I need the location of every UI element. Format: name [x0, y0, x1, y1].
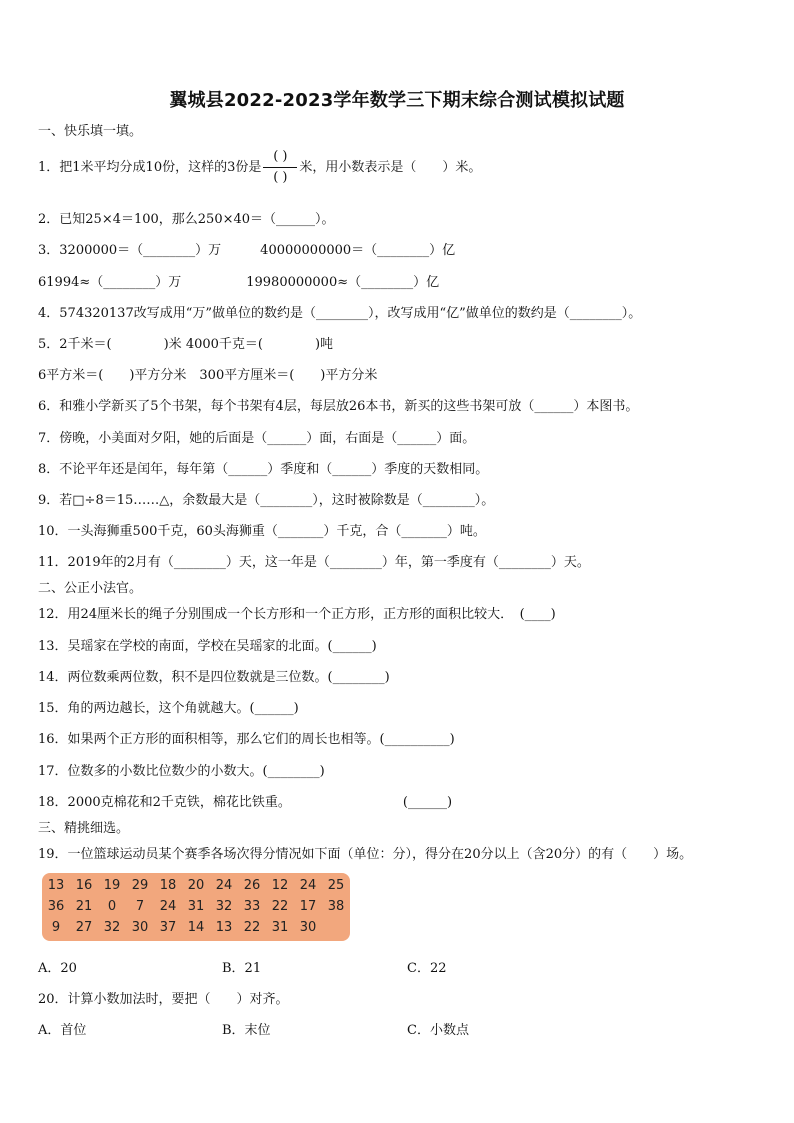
q20-option-c: C．小数点	[407, 1023, 469, 1038]
question-9: 9．若□÷8＝15……△，余数最大是（________），这时被除数是（________）。	[38, 493, 495, 508]
q19-option-a: A．20	[38, 961, 77, 976]
score-cell: 26	[243, 878, 261, 893]
question-8: 8．不论平年还是闰年，每年第（______）季度和（______）季度的天数相同。	[38, 462, 489, 477]
score-cell: 22	[271, 899, 289, 914]
score-cell: 14	[187, 920, 205, 935]
question-14: 14．两位数乘两位数，积不是四位数就是三位数。(________)	[38, 670, 390, 685]
score-cell: 22	[243, 920, 261, 935]
q20-option-b: B．末位	[222, 1023, 271, 1038]
score-row-2	[42, 899, 350, 914]
fraction-bar	[263, 167, 297, 168]
question-2: 2．已知25×4＝100，那么250×40＝（______）。	[38, 212, 335, 227]
question-18	[38, 791, 452, 810]
score-cell: 0	[107, 899, 117, 914]
score-cell: 32	[103, 920, 121, 935]
score-cell: 38	[327, 899, 345, 914]
score-cell: 16	[75, 878, 93, 893]
score-cell: 17	[299, 899, 317, 914]
score-row-1	[42, 878, 350, 893]
question-18-blank: (______)	[402, 795, 453, 810]
score-cell: 12	[271, 878, 289, 893]
score-cell: 24	[299, 878, 317, 893]
question-19: 19．一位篮球运动员某个赛季各场次得分情况如下面（单位：分），得分在20分以上（含20分）的有（ ）场。	[38, 847, 693, 862]
score-cell: 13	[215, 920, 233, 935]
question-20: 20．计算小数加法时，要把（ ）对齐。	[38, 992, 289, 1007]
score-cell: 24	[159, 899, 177, 914]
score-cell: 29	[131, 878, 149, 893]
score-cell: 19	[103, 878, 121, 893]
score-cell: 20	[187, 878, 205, 893]
question-1-text: 1．把1米平均分成10份，这样的3份是	[38, 160, 262, 175]
score-cell: 33	[243, 899, 261, 914]
question-3-line-1: 3．3200000＝（________）万 40000000000＝（________）亿	[38, 243, 456, 258]
question-16: 16．如果两个正方形的面积相等，那么它们的周长也相等。(__________)	[38, 732, 455, 747]
score-cell: 7	[135, 899, 145, 914]
score-cell: 21	[75, 899, 93, 914]
score-cell: 31	[187, 899, 205, 914]
q20-option-a: A．首位	[38, 1023, 87, 1038]
question-10: 10．一头海狮重500千克，60头海狮重（_______）千克，合（_______）吨。	[38, 524, 486, 539]
question-18-text: 18．2000克棉花和2千克铁，棉花比铁重。	[38, 795, 291, 810]
question-11: 11．2019年的2月有（________）天，这一年是（________）年，第一季度有（________）天。	[38, 555, 590, 570]
question-12: 12．用24厘米长的绳子分别围成一个长方形和一个正方形，正方形的面积比较大． (____)	[38, 607, 556, 622]
section-1-heading: 一、快乐填一填。	[38, 124, 143, 139]
q19-option-c: C．22	[407, 961, 447, 976]
score-cell: 36	[47, 899, 65, 914]
score-row-3	[42, 920, 350, 935]
score-cell: 37	[159, 920, 177, 935]
fraction-denominator: ( )	[273, 170, 288, 185]
question-5-line-2: 6平方米＝( )平方分米 300平方厘米＝( )平方分米	[38, 368, 378, 383]
question-6: 6．和雅小学新买了5个书架，每个书架有4层，每层放26本书，新买的这些书架可放（______）本图书。	[38, 399, 639, 414]
score-cell: 27	[75, 920, 93, 935]
score-cell: 30	[131, 920, 149, 935]
q19-option-b: B．21	[222, 961, 262, 976]
question-1-tail: 米，用小数表示是（ ）米。	[299, 160, 482, 175]
score-cell: 30	[299, 920, 317, 935]
score-table	[42, 873, 350, 941]
section-2-heading: 二、公正小法官。	[38, 581, 143, 596]
score-cell: 31	[271, 920, 289, 935]
score-cell: 18	[159, 878, 177, 893]
fraction-numerator: ( )	[273, 149, 288, 164]
score-cell: 25	[327, 878, 345, 893]
score-cell: 9	[51, 920, 61, 935]
score-cell: 32	[215, 899, 233, 914]
score-cell: 24	[215, 878, 233, 893]
question-17: 17．位数多的小数比位数少的小数大。(________)	[38, 764, 325, 779]
question-7: 7．傍晚，小美面对夕阳，她的后面是（______）面，右面是（______）面。	[38, 431, 476, 446]
question-4: 4．574320137改写成用“万”做单位的数约是（________），改写成用“亿”做单位的数约是（________）。	[38, 306, 642, 321]
question-1	[38, 148, 481, 187]
score-cell: 13	[47, 878, 65, 893]
question-15: 15．角的两边越长，这个角就越大。(______)	[38, 701, 299, 716]
fraction-blank	[263, 148, 297, 187]
exam-title: 翼城县2022-2023学年数学三下期末综合测试模拟试题	[169, 90, 625, 111]
question-13: 13．吴瑶家在学校的南面，学校在吴瑶家的北面。(______)	[38, 639, 377, 654]
question-5-line-1: 5．2千米＝( )米 4000千克＝( )吨	[38, 337, 334, 352]
question-3-line-2: 61994≈（________）万 19980000000≈（________）亿	[38, 275, 440, 290]
section-3-heading: 三、精挑细选。	[38, 821, 130, 836]
